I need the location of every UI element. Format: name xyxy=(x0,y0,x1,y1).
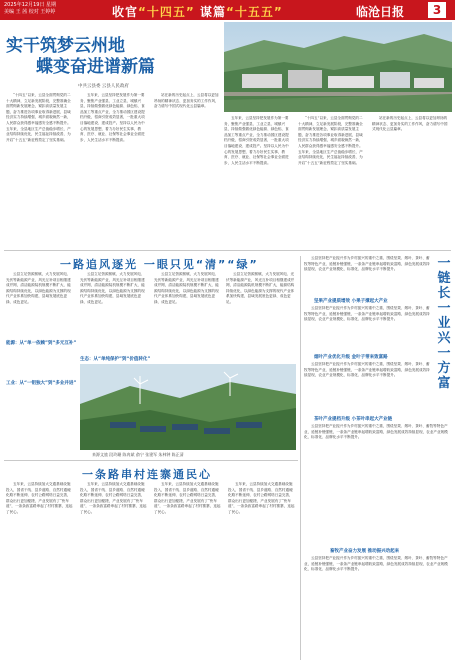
theme-quote-2: “十五五” xyxy=(226,5,283,19)
section1-text-3: 云县立足资源禀赋，大力发展风电、光伏等新能源产业，风光互补项目相继建成并网，清洁能源装机规模不断扩大，能源结构持续优化，以绿色能源为支撑的现代产业体系加快构建，县域发展底色更绿、成色更足。 xyxy=(154,272,219,304)
paper-name: 临沧日报 xyxy=(356,5,405,19)
section2-column-4 xyxy=(228,482,296,660)
edition-info xyxy=(4,2,56,16)
section1-subhead-2: 工业：从“一铝独大”到“多业并进” xyxy=(6,381,77,386)
section2-text-4: 五年来，云县持续加大交通基础设施投入，国省干线、县乡道路、自然村通硬化路不断延伸，农村公路网络日益完善，群众出行更加便捷，产业发展有了“快车道”，一条条致富路串起了村村寨寨，连起了民心。 xyxy=(228,482,295,514)
upper-right-text-3: 站在新的历史起点上，云县将以更加昂扬的精神状态、更加务实的工作作风，奋力谱写中国式现代化云县篇章。 xyxy=(372,116,448,132)
right-block-3 xyxy=(304,424,450,544)
lead-intro-column xyxy=(6,93,74,245)
section2-column-2 xyxy=(80,482,148,660)
aerial-photo-image xyxy=(224,22,452,112)
theme-quote-1: “十四五” xyxy=(138,5,195,19)
right-column-divider xyxy=(300,256,301,660)
lead-body-text: 五年来，云县坚持把发展作为第一要务，聚焦产业强县、工业立县、城镇兴县，持续做强做优绿色能源、绿色铝、食品加工等重点产业，全力推动园区建设提档升级，招商引资成效显著，一批重大项目落地建设、建成投产。坚持以人民为中心的发展思想，着力办好民生实事，教育、医疗、就业、社保等社会事业全面进步，人民生活水平不断提高。 xyxy=(80,93,145,142)
section1-title: 一路追风逐光 一眼只见“清”“绿” xyxy=(60,258,259,271)
upper-right-text-2: “十四五”以来，云县全面贯彻党的二十大精神，立足新发展阶段，完整准确全面贯彻新发展理念，紧扣高质量发展主题，奋力推进各项事业取得新进展，县域经济实力持续增强，城乡面貌焕然一新，人民群众获得感幸福感安全感不断提升。五年来，全县地区生产总值稳步增长，产业结构持续优化，民生福祉持续改善，为开启“十五五”新征程奠定了坚实基础。 xyxy=(298,116,363,165)
industrial-park-aerial-photo xyxy=(224,22,452,112)
upper-right-column-3 xyxy=(372,116,450,248)
vertical-char-8: 方 xyxy=(437,361,451,376)
right-intro-column xyxy=(304,256,432,292)
section1-subhead-3: 生态：从“单纯保护”到“价值转化” xyxy=(80,357,151,362)
section2-title: 一条路串村连寨通民心 xyxy=(82,468,212,481)
theme-left: 收官 xyxy=(112,5,139,19)
right-text-2: 云县坚持把产业振兴作为乡村振兴的重中之重，围绕坚果、烟叶、茶叶、畜牧等特色产业，延链补链强链，一条条产业链串起增收致富路，绿色发展成效持续显现，农业产业规模化、标准化、品牌化水平不断提升。 xyxy=(304,362,430,378)
vertical-char-9: 富 xyxy=(437,376,451,391)
lead-intro-text: “十四五”以来，云县全面贯彻党的二十大精神，立足新发展阶段，完整准确全面贯彻新发展理念，紧扣高质量发展主题，奋力推进各项事业取得新进展，县域经济实力持续增强，城乡面貌焕然一新，人民群众获得感幸福感安全感不断提升。五年来，全县地区生产总值稳步增长，产业结构持续优化，民生福祉持续改善，为开启“十五五”新征程奠定了坚实基础。 xyxy=(6,93,71,142)
right-subhead-2: 烟叶产业优化升级 金叶子带来致富路 xyxy=(314,355,388,360)
vertical-char-2: 链 xyxy=(437,271,451,286)
lead-tail-text: 站在新的历史起点上，云县将以更加昂扬的精神状态、更加务实的工作作风，奋力谱写中国式现代化云县篇章。 xyxy=(154,93,219,109)
upper-right-column-2 xyxy=(298,116,366,248)
vertical-char-1: 一 xyxy=(437,256,451,271)
vertical-char-5: 业 xyxy=(437,316,451,331)
section1-column-2 xyxy=(80,272,148,352)
section-divider-2 xyxy=(4,460,298,461)
lead-title-line2: 蝶变奋进谱新篇 xyxy=(36,57,155,77)
section1-text-1: 云县立足资源禀赋，大力发展风电、光伏等新能源产业，风光互补项目相继建成并网，清洁能源装机规模不断扩大，能源结构持续优化，以绿色能源为支撑的现代产业体系加快构建，县域发展底色更绿、成色更足。 xyxy=(6,272,71,304)
section2-text-2: 五年来，云县持续加大交通基础设施投入，国省干线、县乡道路、自然村通硬化路不断延伸，农村公路网络日益完善，群众出行更加便捷，产业发展有了“快车道”，一条条致富路串起了村村寨寨，连起了民心。 xyxy=(80,482,147,514)
lead-headline xyxy=(6,36,216,78)
section1-text-4: 云县立足资源禀赋，大力发展风电、光伏等新能源产业，风光互补项目相继建成并网，清洁能源装机规模不断扩大，能源结构持续优化，以绿色能源为支撑的现代产业体系加快构建，县域发展底色更绿、成色更足。 xyxy=(226,272,295,304)
section1-text-2: 云县立足资源禀赋，大力发展风电、光伏等新能源产业，风光互补项目相继建成并网，清洁能源装机规模不断扩大，能源结构持续优化，以绿色能源为支撑的现代产业体系加快构建，县域发展底色更绿、成色更足。 xyxy=(80,272,145,304)
section2-text-1: 五年来，云县持续加大交通基础设施投入，国省干线、县乡道路、自然村通硬化路不断延伸，农村公路网络日益完善，群众出行更加便捷，产业发展有了“快车道”，一条条致富路串起了村村寨寨，连起了民心。 xyxy=(6,482,73,514)
right-text-1: 云县坚持把产业振兴作为乡村振兴的重中之重，围绕坚果、烟叶、茶叶、畜牧等特色产业，延链补链强链，一条条产业链串起增收致富路，绿色发展成效持续显现，农业产业规模化、标准化、品牌化水平不断提升。 xyxy=(304,306,430,322)
vertical-char-3: 长 xyxy=(437,286,451,301)
right-block-2 xyxy=(304,362,432,412)
right-vertical-title xyxy=(436,256,452,391)
wind-solar-image xyxy=(80,364,296,450)
right-subhead-4: 畜牧产业奋力发展 推动振兴动起来 xyxy=(330,549,400,554)
wind-solar-photo-caption: 来源文旅 段玲珊 陈冉斌 俞宁 张建军 朱林钟 陈正清 xyxy=(92,452,184,457)
lead-body-column-2 xyxy=(154,93,220,245)
lead-byline: 中共云县委 云县人民政府 xyxy=(78,84,129,89)
right-subhead-1: 坚果产业提质增效 小果子撑起大产业 xyxy=(314,299,388,304)
right-block-1 xyxy=(304,306,432,350)
section1-column-3 xyxy=(154,272,220,352)
section1-subhead-1: 能源：从“单一依赖”到“多元互补” xyxy=(6,341,77,346)
section1-column-1 xyxy=(6,272,77,422)
upper-right-text-1: 五年来，云县坚持把发展作为第一要务，聚焦产业强县、工业立县、城镇兴县，持续做强做优绿色能源、绿色铝、食品加工等重点产业，全力推动园区建设提档升级，招商引资成效显著，一批重大项目落地建设、建成投产。坚持以人民为中心的发展思想，着力办好民生实事，教育、医疗、就业、社保等社会事业全面进步，人民生活水平不断提高。 xyxy=(224,116,289,165)
section2-column-3 xyxy=(154,482,222,660)
section1-column-4 xyxy=(226,272,296,360)
page-number: 3 xyxy=(428,2,446,18)
vertical-char-7: 一 xyxy=(437,346,451,361)
wind-solar-photo xyxy=(80,364,296,450)
vertical-char-4: 一 xyxy=(437,301,451,316)
right-text-4: 云县坚持把产业振兴作为乡村振兴的重中之重，围绕坚果、烟叶、茶叶、畜牧等特色产业，延链补链强链，一条条产业链串起增收致富路，绿色发展成效持续显现，农业产业规模化、标准化、品牌化水平不断提升。 xyxy=(304,556,448,572)
vertical-char-6: 兴 xyxy=(437,331,451,346)
lead-body-column-1 xyxy=(80,93,148,245)
date-line: 2025年12月19日 星期 xyxy=(4,2,57,8)
right-intro-text: 云县坚持把产业振兴作为乡村振兴的重中之重，围绕坚果、烟叶、茶叶、畜牧等特色产业，延链补链强链，一条条产业链串起增收致富路，绿色发展成效持续显现，农业产业规模化、标准化、品牌化水平不断提升。 xyxy=(304,256,430,272)
right-block-4 xyxy=(304,556,450,660)
upper-right-column-1 xyxy=(224,116,292,248)
section-divider-1 xyxy=(4,250,451,251)
page-banner xyxy=(0,0,455,20)
section2-column-1 xyxy=(6,482,74,660)
lead-title-line1: 实干筑梦云州地 xyxy=(6,36,125,56)
right-subhead-3: 茶叶产业提档升级 小茶叶串起大产业链 xyxy=(314,417,393,422)
right-text-3: 云县坚持把产业振兴作为乡村振兴的重中之重，围绕坚果、烟叶、茶叶、畜牧等特色产业，延链补链强链，一条条产业链串起增收致富路，绿色发展成效持续显现，农业产业规模化、标准化、品牌化水平不断提升。 xyxy=(304,424,448,440)
banner-theme xyxy=(112,3,283,20)
editor-line: 美编 王 茜 校对 王婷婷 xyxy=(4,9,56,15)
section2-text-3: 五年来，云县持续加大交通基础设施投入，国省干线、县乡道路、自然村通硬化路不断延伸，农村公路网络日益完善，群众出行更加便捷，产业发展有了“快车道”，一条条致富路串起了村村寨寨，连起了民心。 xyxy=(154,482,221,514)
theme-mid: 谋篇 xyxy=(199,5,226,19)
